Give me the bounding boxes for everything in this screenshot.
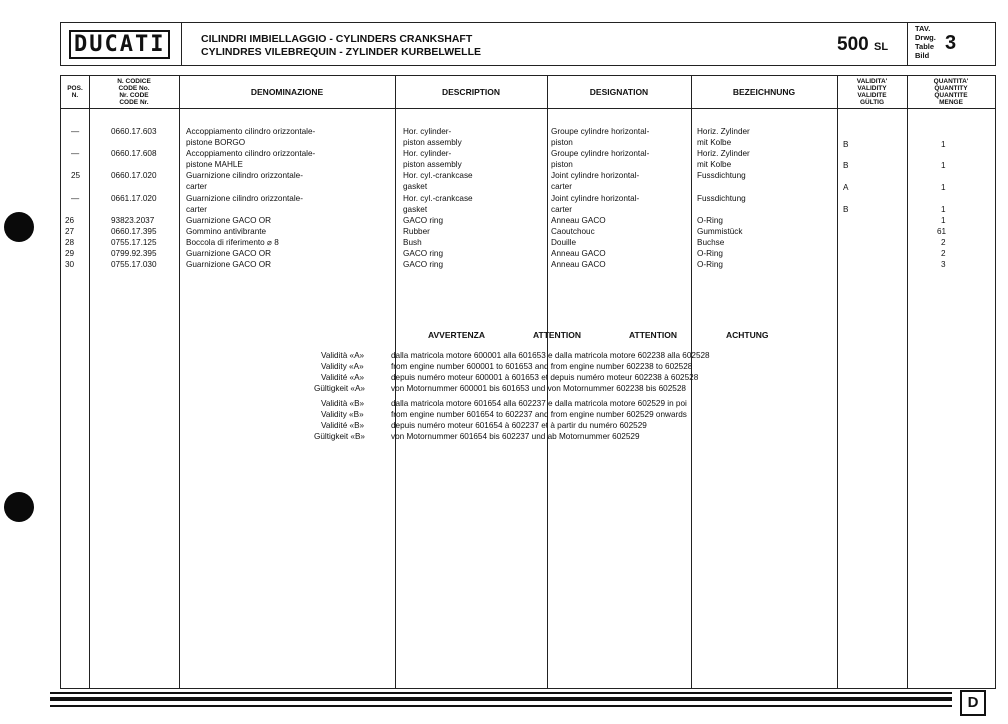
cell-ger: Horiz. Zylinder [697, 127, 750, 136]
title-line-2: CYLINDRES VILEBREQUIN - ZYLINDER KURBELWELLE [201, 46, 482, 58]
validity-text: von Motornummer 601654 bis 602237 und ab Motornummer 602529 [391, 432, 640, 441]
cell-pos: — [71, 194, 80, 203]
cell-fra: Anneau GACO [551, 260, 606, 269]
cell-fra: Groupe cylindre horizontal- [551, 149, 650, 158]
tav-label: Table [915, 42, 935, 51]
cell-fra: piston [551, 160, 573, 169]
cell-qty: 1 [941, 183, 946, 192]
cell-ger: mit Kolbe [697, 160, 732, 169]
cell-ger: Buchse [697, 238, 725, 247]
col-validita-label: GÜLTIG [859, 99, 885, 106]
table-number-labels [915, 24, 936, 60]
cell-qty: 61 [937, 227, 947, 236]
cell-pos: 30 [65, 260, 75, 269]
title-line-1: CILINDRI IMBIELLAGGIO - CYLINDERS CRANKSHAFT [201, 33, 473, 45]
validity-text: depuis numéro moteur 601654 à 602237 et à partir du numéro 602529 [391, 421, 647, 430]
warning-heading: AVVERTENZA [428, 330, 485, 340]
validity-text: dalla matricola motore 601654 alla 602237 e dalla matricola motore 602529 in poi [391, 399, 687, 408]
cell-fra: Anneau GACO [551, 216, 606, 225]
cell-ita: Guarnizione GACO OR [186, 260, 272, 269]
cell-eng: gasket [403, 182, 428, 191]
col-validita-label: VALIDITA' [856, 78, 888, 85]
ducati-d-mark: D [960, 690, 986, 716]
col-code-label: CODE Nr. [119, 99, 149, 106]
cell-fra: Douille [551, 238, 577, 247]
cell-eng: piston assembly [403, 138, 462, 147]
cell-eng: piston assembly [403, 160, 462, 169]
model-number: 500 [837, 34, 869, 55]
tav-label: TAV. [915, 24, 931, 33]
cell-ita: pistone BORGO [186, 138, 246, 147]
cell-eng: Hor. cylinder- [403, 149, 452, 158]
cell-ger: O-Ring [697, 260, 723, 269]
cell-ita: Boccola di riferimento ⌀ 8 [186, 238, 279, 247]
col-description: DESCRIPTION [441, 87, 501, 97]
cell-code: 0660.17.020 [111, 171, 157, 180]
cell-code: 93823.2037 [111, 216, 155, 225]
cell-fra: carter [551, 182, 572, 191]
cell-fra: Caoutchouc [551, 227, 595, 236]
validity-text: dalla matricola motore 600001 alla 601653 e dalla matricola motore 602238 alla 602528 [391, 351, 710, 360]
cell-pos: 27 [65, 227, 75, 236]
validity-text: von Motornummer 600001 bis 601653 und von Motornummer 602238 bis 602528 [391, 384, 686, 393]
col-pos [61, 76, 89, 108]
cell-fra: carter [551, 205, 572, 214]
brand-text: DUCATI [69, 30, 170, 59]
cell-pos: 26 [65, 216, 75, 225]
model-suffix: SL [873, 41, 889, 53]
col-designation: DESIGNATION [589, 87, 649, 97]
footer-rule [50, 697, 952, 701]
validity-label: Validità «A» [321, 351, 365, 360]
cell-eng: Hor. cyl.-crankcase [403, 194, 473, 203]
cell-ger: Horiz. Zylinder [697, 149, 750, 158]
col-code-label: N. CODICE [117, 78, 151, 85]
cell-eng: GACO ring [403, 216, 444, 225]
col-quantita [907, 76, 995, 108]
cell-fra: Joint cylindre horizontal- [551, 171, 640, 180]
cell-ita: Guarnizione GACO OR [186, 249, 272, 258]
cell-ita: carter [186, 205, 207, 214]
validity-label: Validità «B» [321, 399, 365, 408]
col-validita-label: VALIDITY [857, 85, 887, 92]
validity-label: Validité «B» [321, 421, 365, 430]
col-pos-label: N. [71, 92, 79, 99]
header-box [60, 22, 996, 66]
col-validita [837, 76, 907, 108]
cell-eng: Hor. cylinder- [403, 127, 452, 136]
cell-code: 0799.92.395 [111, 249, 157, 258]
page-title [201, 33, 481, 59]
cell-qty: 2 [941, 238, 946, 247]
model-label [837, 34, 888, 56]
col-code-label: Nr. CODE [119, 92, 149, 99]
col-code-label: CODE No. [118, 85, 150, 92]
cell-code: 0661.17.020 [111, 194, 157, 203]
warning-heading: ATTENTION [533, 330, 582, 340]
cell-validity: A [843, 183, 849, 192]
cell-pos: — [71, 149, 80, 158]
validity-label: Validity «B» [321, 410, 364, 419]
cell-qty: 2 [941, 249, 946, 258]
validity-label: Gültigkeit «A» [314, 384, 365, 393]
cell-pos: — [71, 127, 80, 136]
cell-pos: 29 [65, 249, 75, 258]
cell-ita: carter [186, 182, 207, 191]
cell-code: 0660.17.395 [111, 227, 157, 236]
cell-ger: O-Ring [697, 249, 723, 258]
cell-ger: mit Kolbe [697, 138, 732, 147]
validity-label: Validity «A» [321, 362, 364, 371]
cell-eng: Rubber [403, 227, 430, 236]
col-denominazione: DENOMINAZIONE [250, 87, 324, 97]
cell-qty: 1 [941, 205, 946, 214]
cell-ita: pistone MAHLE [186, 160, 243, 169]
cell-ger: O-Ring [697, 216, 723, 225]
cell-qty: 1 [941, 140, 946, 149]
cell-code: 0660.17.603 [111, 127, 157, 136]
col-quantita-label: QUANTITE [934, 92, 968, 99]
table-header [61, 76, 995, 109]
validity-text: depuis numéro moteur 600001 à 601653 et depuis numéro moteur 602238 à 602528 [391, 373, 699, 382]
cell-ita: Gommino antivibrante [186, 227, 267, 236]
footer-rule [50, 692, 952, 694]
validity-text: from engine number 600001 to 601653 and from engine number 602238 to 602528 [391, 362, 693, 371]
col-pos-label: POS. [67, 85, 83, 92]
table-number: 3 [945, 32, 957, 54]
cell-ita: Guarnizione GACO OR [186, 216, 272, 225]
validity-label: Gültigkeit «B» [314, 432, 365, 441]
cell-code: 0755.17.125 [111, 238, 157, 247]
binder-hole-bottom [4, 492, 34, 522]
cell-qty: 1 [941, 216, 946, 225]
col-quantita-label: QUANTITA' [933, 78, 969, 85]
cell-qty: 3 [941, 260, 946, 269]
tav-label: Bild [915, 51, 930, 60]
cell-eng: Hor. cyl.-crankcase [403, 171, 473, 180]
cell-eng: Bush [403, 238, 422, 247]
cell-fra: Anneau GACO [551, 249, 606, 258]
footer-rule [50, 705, 952, 707]
cell-eng: GACO ring [403, 249, 444, 258]
ducati-logo [69, 32, 170, 57]
warning-heading: ACHTUNG [726, 330, 769, 340]
cell-code: 0660.17.608 [111, 149, 157, 158]
warning-heading: ATTENTION [629, 330, 678, 340]
tav-label: Drwg. [915, 33, 936, 42]
cell-pos: 25 [71, 171, 81, 180]
cell-ger: Fussdichtung [697, 194, 746, 203]
validity-label: Validité «A» [321, 373, 365, 382]
col-quantita-label: QUANTITY [934, 85, 968, 92]
binder-hole-top [4, 212, 34, 242]
cell-validity: B [843, 161, 849, 170]
cell-ita: Accoppiamento cilindro orizzontale- [186, 149, 316, 158]
cell-validity: B [843, 205, 849, 214]
cell-ger: Gummistück [697, 227, 743, 236]
cell-ita: Accoppiamento cilindro orizzontale- [186, 127, 316, 136]
cell-fra: piston [551, 138, 573, 147]
cell-ita: Guarnizione cilindro orizzontale- [186, 171, 303, 180]
cell-eng: GACO ring [403, 260, 444, 269]
col-bezeichnung: BEZEICHNUNG [732, 87, 796, 97]
cell-ita: Guarnizione cilindro orizzontale- [186, 194, 303, 203]
cell-qty: 1 [941, 161, 946, 170]
cell-eng: gasket [403, 205, 428, 214]
col-code [89, 76, 179, 108]
validity-text: from engine number 601654 to 602237 and from engine number 602529 onwards [391, 410, 687, 419]
cell-pos: 28 [65, 238, 75, 247]
cell-fra: Groupe cylindre horizontal- [551, 127, 650, 136]
col-quantita-label: MENGE [939, 99, 963, 106]
cell-validity: B [843, 140, 849, 149]
cell-ger: Fussdichtung [697, 171, 746, 180]
col-validita-label: VALIDITE [857, 92, 887, 99]
cell-fra: Joint cylindre horizontal- [551, 194, 640, 203]
cell-code: 0755.17.030 [111, 260, 157, 269]
